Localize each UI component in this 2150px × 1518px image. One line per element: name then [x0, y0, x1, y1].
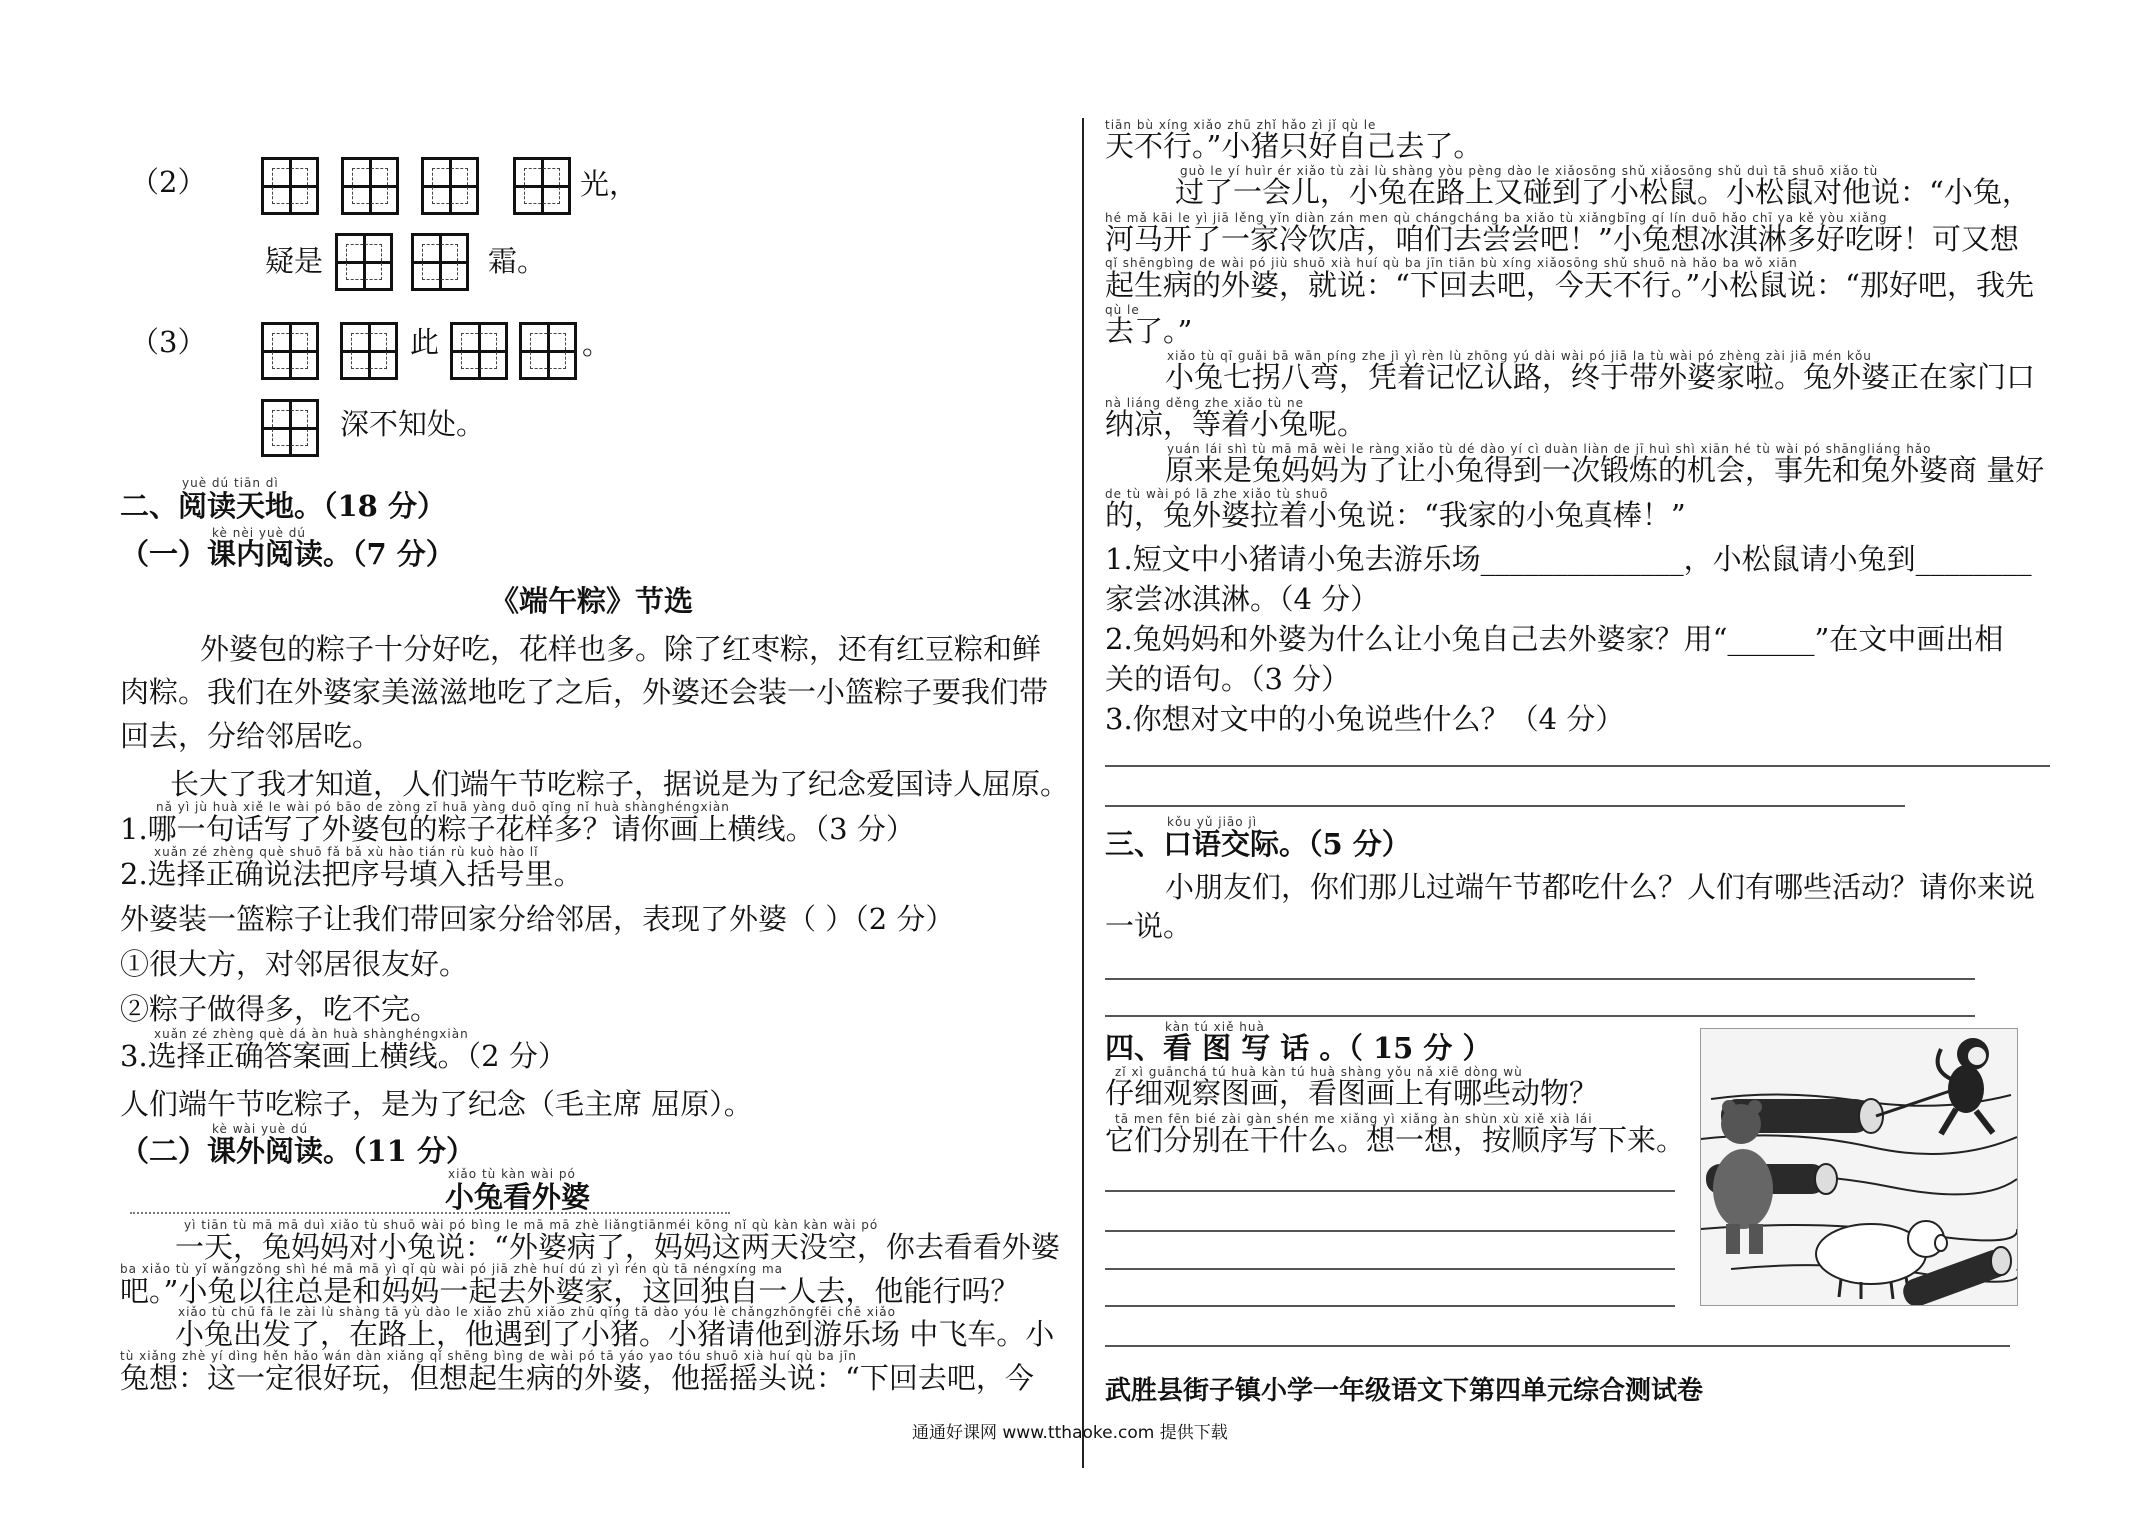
q2-line2-prefix: 疑是: [265, 244, 324, 278]
answer-line[interactable]: [1105, 978, 1975, 980]
r-line7: 纳凉，等着小兔呢。: [1105, 407, 1367, 441]
section4-title: 四、看 图 写 话 。（ 15 分 ）: [1105, 1031, 1492, 1065]
char-box[interactable]: [411, 233, 469, 291]
r-line1-pinyin: tiān bù xíng xiǎo zhū zhǐ hǎo zì jǐ qù le: [1105, 118, 1377, 132]
r-line6-pinyin: xiǎo tù qī guǎi bā wān píng zhe jì yì rèn lù zhōng yú dài wài pó jiā la tù wài pó zhèng zài jiā mén kǒu: [1167, 349, 1872, 363]
p2-line4: 兔想：这一定很好玩，但想起生病的外婆，他摇摇头说：“下回去吧，今: [120, 1361, 1034, 1395]
question-1: 1.哪一句话写了外婆包的粽子花样多？请你画上横线。（3 分）: [120, 812, 915, 846]
r-line4-pinyin: qǐ shēngbìng de wài pó jiù shuō xià huí qù ba jīn tiān bù xíng xiǎosōng shǔ shuō nà hǎo ba wǒ xiān: [1105, 256, 1798, 270]
r-line6: 小兔七拐八弯，凭着记忆认路，终于带外婆家啦。兔外婆正在家门口: [1165, 360, 2036, 394]
passage2-title: 小兔看外婆: [445, 1180, 591, 1214]
q3-label: （3）: [130, 325, 207, 359]
section3-text2: 一说。: [1105, 909, 1193, 943]
answer-line[interactable]: [1105, 1230, 1675, 1232]
question-r1[interactable]: 1.短文中小猪请小兔去游乐场______________，小松鼠请小兔到________: [1105, 542, 2032, 576]
dotted-rule: [130, 1212, 730, 1214]
part2-title: （二）课外阅读。（11 分）: [120, 1134, 475, 1168]
q2-line2-suffix: 霜。: [488, 244, 547, 278]
r-line2-pinyin: guò le yí huìr ér xiǎo tù zài lù shàng yòu pèng dào le xiǎosōng shǔ xiǎosōng shǔ duì tā shuō xiǎo tù: [1180, 164, 1879, 178]
section4-line1: 仔细观察图画，看图画上有哪些动物？: [1105, 1076, 1599, 1110]
r-line4: 起生病的外婆，就说：“下回去吧，今天不行。”小松鼠说：“那好吧，我先: [1105, 268, 2034, 302]
section3-pinyin: kǒu yǔ jiāo jì: [1167, 815, 1258, 829]
passage1-line4: 长大了我才知道，人们端午节吃粽子，据说是为了纪念爱国诗人屈原。: [170, 767, 1070, 801]
r-line9-pinyin: de tù wài pó lā zhe xiǎo tù shuō: [1105, 487, 1329, 501]
r-line8: 原来是兔妈妈为了让小兔得到一次锻炼的机会，事先和兔外婆商 量好: [1165, 453, 2045, 487]
char-box[interactable]: [335, 233, 393, 291]
column-divider: [1082, 118, 1084, 1468]
char-box[interactable]: [513, 157, 571, 215]
section3-title: 三、口语交际。（5 分）: [1105, 827, 1411, 861]
p2-line1-pinyin: yì tiān tù mā mā duì xiǎo tù shuō wài pó bìng le mā mā zhè liǎngtiānméi kōng nǐ qù kàn kàn wài pó: [184, 1218, 879, 1232]
q3-end: 。: [582, 327, 612, 361]
r-line5-pinyin: qù le: [1105, 303, 1140, 317]
section4-pinyin: kàn tú xiě huà: [1165, 1020, 1265, 1034]
char-box[interactable]: [450, 322, 508, 380]
passage1-line1: 外婆包的粽子十分好吃，花样也多。除了红枣粽，还有红豆粽和鲜: [200, 632, 1042, 666]
s4-line1-pinyin: zǐ xì guānchá tú huà kàn tú huà shàng yǒu nǎ xiē dòng wù: [1115, 1065, 1523, 1079]
char-box[interactable]: [261, 322, 319, 380]
passage1-line3: 回去，分给邻居吃。: [120, 719, 382, 753]
question-r2-cont: 关的语句。（3 分）: [1105, 662, 1351, 696]
r-line3: 河马开了一家冷饮店，咱们去尝尝吧！”小兔想冰淇淋多好吃呀！可又想: [1105, 222, 2019, 256]
r-line3-pinyin: hé mǎ kāi le yì jiā lěng yǐn diàn zán men qù chángcháng ba xiǎo tù xiǎngbīng qí lín duō hǎo chī ya kě yòu xiǎng: [1105, 211, 1888, 225]
char-box[interactable]: [421, 157, 479, 215]
q1-pinyin: nǎ yì jù huà xiě le wài pó bāo de zòng zǐ huā yàng duō qǐng nǐ huà shànghéngxiàn: [156, 800, 730, 814]
answer-line[interactable]: [1105, 765, 2050, 767]
q2-suffix: 光，: [580, 167, 639, 201]
r-line8-pinyin: yuán lái shì tù mā mā wèi le ràng xiǎo tù dé dào yí cì duàn liàn de jī huì shì xiān hé tù wài pó shāngliáng hǎo: [1167, 442, 1932, 456]
section3-text1: 小朋友们，你们那儿过端午节都吃什么？人们有哪些活动？请你来说: [1165, 870, 2036, 904]
answer-line[interactable]: [1105, 1268, 1675, 1270]
answer-line[interactable]: [1105, 1190, 1675, 1192]
s4-line2-pinyin: tā men fēn bié zài gàn shén me xiǎng yì xiǎng àn shùn xù xiě xià lái: [1115, 1112, 1593, 1126]
section4-line2: 它们分别在干什么。想一想，按顺序写下来。: [1105, 1123, 1686, 1157]
p2-line3: 小兔出发了，在路上，他遇到了小猪。小猪请他到游乐场 中飞车。小: [175, 1317, 1055, 1351]
q3-line2-suffix: 深不知处。: [340, 407, 486, 441]
char-box[interactable]: [261, 157, 319, 215]
r-line7-pinyin: nà liáng děng zhe xiǎo tù ne: [1105, 396, 1305, 410]
question-2-option-1[interactable]: ①很大方，对邻居很友好。: [120, 947, 469, 981]
answer-line[interactable]: [1105, 1015, 1975, 1017]
r-line1: 天不行。”小猪只好自己去了。: [1105, 129, 1483, 163]
p2-line3-pinyin: xiǎo tù chū fā le zài lù shàng tā yù dào le xiǎo zhū xiǎo zhū qǐng tā dào yóu lè chǎngzhōngfēi chē xiǎo: [178, 1305, 896, 1319]
passage2-title-pinyin: xiǎo tù kàn wài pó: [448, 1167, 576, 1181]
question-2: 2.选择正确说法把序号填入括号里。: [120, 857, 583, 891]
p2-line1: 一天，兔妈妈对小兔说：“外婆病了，妈妈这两天没空，你去看看外婆: [175, 1230, 1060, 1264]
question-2-option-2[interactable]: ②粽子做得多，吃不完。: [120, 992, 440, 1026]
passage1-title: 《端午粽》节选: [490, 584, 694, 618]
question-2-stem: 外婆装一篮粽子让我们带回家分给邻居，表现了外婆（ ）（2 分）: [120, 902, 955, 936]
part1-title: （一）课内阅读。（7 分）: [120, 537, 455, 571]
q2-label: （2）: [130, 165, 207, 199]
question-r2[interactable]: 2.兔妈妈和外婆为什么让小兔自己去外婆家？用“______”在文中画出相: [1105, 622, 2004, 656]
r-line5: 去了。”: [1105, 314, 1193, 348]
q2-pinyin: xuǎn zé zhèng què shuō fǎ bǎ xù hào tián rù kuò hào lǐ: [154, 845, 539, 859]
part1-pinyin: kè nèi yuè dú: [212, 526, 306, 540]
footer-credit: 通通好课网 www.tthaoke.com 提供下载: [912, 1423, 1228, 1443]
illustration-svg: [1701, 1029, 2017, 1305]
monkey-bear-pig-logs-illustration: [1700, 1028, 2018, 1306]
char-box[interactable]: [261, 399, 319, 457]
question-r3: 3.你想对文中的小兔说些什么？（4 分）: [1105, 702, 1625, 736]
char-box[interactable]: [340, 322, 398, 380]
section2-title: 二、阅读天地。（18 分）: [120, 489, 446, 523]
q3-mid: 此: [410, 325, 440, 359]
question-3-stem: 人们端午节吃粽子，是为了纪念（毛主席 屈原）。: [120, 1087, 753, 1121]
r-line2: 过了一会儿，小兔在路上又碰到了小松鼠。小松鼠对他说：“小兔，: [1175, 175, 2031, 209]
answer-line[interactable]: [1105, 1305, 1675, 1307]
r-line9: 的，兔外婆拉着小兔说：“我家的小兔真棒！”: [1105, 498, 1686, 532]
p2-line2: 吧。”小兔以往总是和妈妈一起去外婆家，这回独自一人去，他能行吗？: [120, 1274, 1020, 1308]
p2-line4-pinyin: tù xiǎng zhè yí dìng hěn hǎo wán dàn xiǎng qǐ shēng bìng de wài pó tā yáo yao tóu shuō xià huí qù ba jīn: [120, 1349, 857, 1363]
p2-line2-pinyin: ba xiǎo tù yǐ wǎngzǒng shì hé mā mā yì qǐ qù wài pó jiā zhè huí dú zì yì rén qù tā néngxíng ma: [120, 1262, 783, 1276]
q3-pinyin: xuǎn zé zhèng què dá àn huà shànghéngxiàn: [154, 1027, 469, 1041]
answer-line[interactable]: [1105, 1345, 2010, 1347]
exam-title: 武胜县街子镇小学一年级语文下第四单元综合测试卷: [1105, 1376, 1704, 1406]
char-box[interactable]: [341, 157, 399, 215]
char-box[interactable]: [519, 322, 577, 380]
answer-line[interactable]: [1105, 805, 1905, 807]
question-3: 3.选择正确答案画上横线。（2 分）: [120, 1039, 567, 1073]
part2-pinyin: kè wài yuè dú: [212, 1122, 309, 1136]
question-r1-cont: 家尝冰淇淋。（4 分）: [1105, 582, 1380, 616]
section2-pinyin: yuè dú tiān dì: [182, 476, 279, 490]
passage1-line2: 肉粽。我们在外婆家美滋滋地吃了之后，外婆还会装一小篮粽子要我们带: [120, 675, 1049, 709]
